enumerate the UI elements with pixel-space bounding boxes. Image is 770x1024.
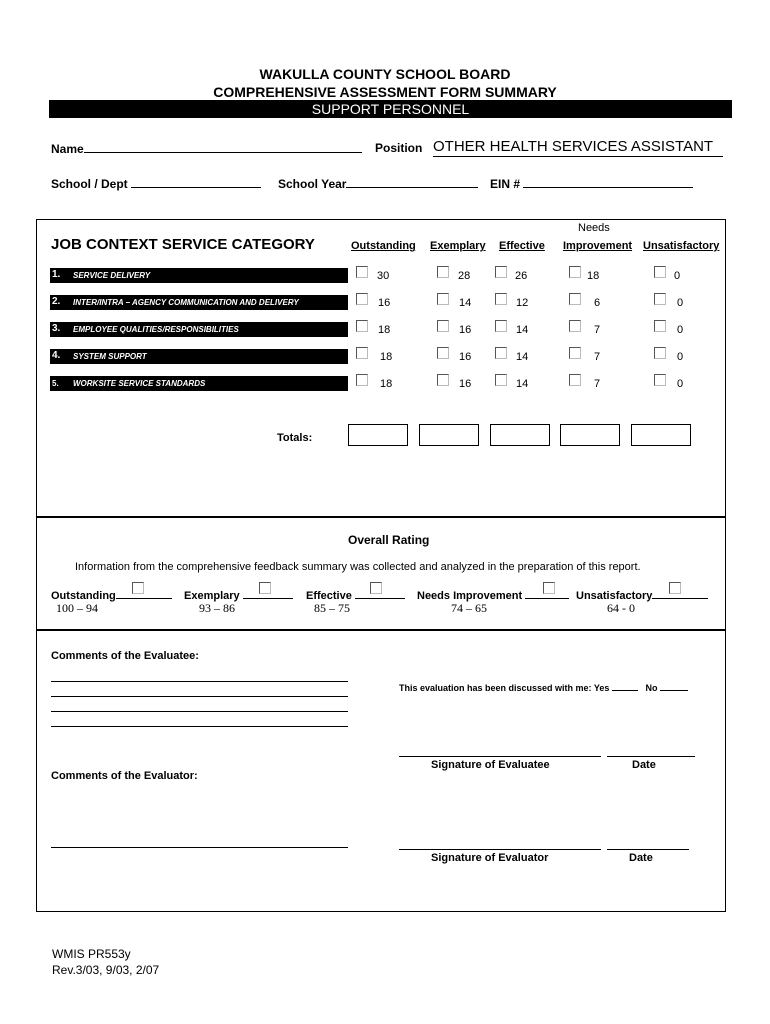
position-underline [433,156,723,157]
improvement-count: 18 [587,270,600,282]
exemplary-count: 14 [459,297,472,309]
rating-range: 74 – 65 [451,601,487,615]
evaluatee-comment-line[interactable] [51,696,348,697]
rating-range: 85 – 75 [314,601,350,615]
position-value: OTHER HEALTH SERVICES ASSISTANT [433,138,714,155]
outstanding-checkbox[interactable] [356,293,368,305]
total-unsatisfactory-box[interactable] [631,424,691,446]
evaluator-date-line[interactable] [607,849,689,850]
yes-label: Yes [593,683,610,693]
exemplary-count: 16 [459,378,472,390]
effective-checkbox[interactable] [495,266,507,278]
effective-count: 14 [516,324,529,336]
outstanding-count: 18 [380,351,393,363]
overall-rating-title: Overall Rating [348,533,430,547]
job-context-section [36,219,726,518]
unsatisfactory-checkbox[interactable] [654,374,666,386]
exemplary-count: 28 [458,270,471,282]
outstanding-count: 18 [380,378,393,390]
name-label: Name [51,142,84,156]
col-outstanding: Outstanding [351,240,416,252]
discussed-text: This evaluation has been discussed with me: [399,683,592,693]
total-exemplary-box[interactable] [419,424,479,446]
unsatisfactory-count: 0 [677,378,684,390]
evaluatee-comment-line[interactable] [51,711,348,712]
row-number: 2. [52,296,61,307]
evaluatee-comments-label: Comments of the Evaluatee: [51,650,199,662]
improvement-checkbox[interactable] [569,266,581,278]
outstanding-count: 18 [378,324,391,336]
row-label: INTER/INTRA – AGENCY COMMUNICATION AND DELIVERY [73,298,299,307]
effective-count: 14 [516,351,529,363]
evaluatee-date-label: Date [632,759,656,771]
effective-count: 14 [516,378,529,390]
effective-checkbox[interactable] [495,347,507,359]
rating-outstanding [51,587,172,602]
evaluatee-comment-line[interactable] [51,726,348,727]
school-dept-line [131,176,261,188]
name-field[interactable] [51,141,362,156]
outstanding-count: 16 [378,297,391,309]
discussed-statement [399,681,688,693]
form-id: WMIS PR553y [52,947,131,961]
position-label: Position [375,141,423,155]
school-year-line [346,176,478,188]
ein-line [523,176,693,188]
outstanding-checkbox[interactable] [356,374,368,386]
improvement-checkbox[interactable] [569,347,581,359]
board-title: WAKULLA COUNTY SCHOOL BOARD [259,66,511,82]
rating-label: Exemplary [184,590,240,602]
rating-label: Outstanding [51,590,116,602]
improvement-checkbox[interactable] [569,374,581,386]
evaluator-date-label: Date [629,852,653,864]
col-unsatisfactory: Unsatisfactory [643,240,720,252]
evaluatee-comment-line[interactable] [51,681,348,682]
exemplary-checkbox[interactable] [437,374,449,386]
col-exemplary: Exemplary [430,240,486,252]
rating-exemplary-checkbox[interactable] [259,582,271,594]
unsatisfactory-count: 0 [677,351,684,363]
outstanding-checkbox[interactable] [356,347,368,359]
category-row-3 [50,322,348,337]
improvement-checkbox[interactable] [569,293,581,305]
improvement-count: 6 [594,297,601,309]
effective-count: 26 [515,270,528,282]
totals-label: Totals: [277,432,313,444]
form-revision: Rev.3/03, 9/03, 2/07 [52,963,160,977]
outstanding-count: 30 [377,270,390,282]
rating-effective-checkbox[interactable] [370,582,382,594]
effective-checkbox[interactable] [495,320,507,332]
exemplary-count: 16 [459,351,472,363]
category-title: JOB CONTEXT SERVICE CATEGORY [51,236,315,253]
total-effective-box[interactable] [490,424,550,446]
unsatisfactory-checkbox[interactable] [654,320,666,332]
no-line[interactable] [660,681,688,691]
ein-field[interactable] [490,176,693,191]
row-label: SERVICE DELIVERY [73,271,151,280]
total-improvement-box[interactable] [560,424,620,446]
row-number: 1. [52,269,61,280]
evaluator-signature-label: Signature of Evaluator [431,852,549,864]
total-outstanding-box[interactable] [348,424,408,446]
effective-checkbox[interactable] [495,293,507,305]
evaluatee-signature-line[interactable] [399,756,601,757]
improvement-count: 7 [594,324,601,336]
row-label: SYSTEM SUPPORT [73,352,147,361]
school-year-label: School Year [278,177,347,191]
no-label: No [645,683,658,693]
overall-info-text: Information from the comprehensive feedback summary was collected and analyzed in the preparation of this report. [75,561,641,573]
col-effective: Effective [499,240,545,252]
improvement-count: 7 [594,378,601,390]
evaluatee-date-line[interactable] [607,756,695,757]
unsatisfactory-count: 0 [677,297,684,309]
category-row-5 [50,376,348,391]
improvement-checkbox[interactable] [569,320,581,332]
col-improvement: Improvement [563,240,633,252]
needs-label: Needs [578,222,610,234]
name-line [84,141,362,153]
category-row-1 [50,268,348,283]
rating-range: 100 – 94 [56,601,98,615]
outstanding-checkbox[interactable] [356,320,368,332]
unsatisfactory-checkbox[interactable] [654,347,666,359]
school-year-field[interactable] [278,176,478,191]
unsatisfactory-checkbox[interactable] [654,293,666,305]
school-dept-field[interactable] [51,176,261,191]
school-dept-label: School / Dept [51,177,128,191]
row-label: EMPLOYEE QUALITIES/RESPONSIBILITIES [73,325,239,334]
exemplary-count: 16 [459,324,472,336]
rating-label: Effective [306,590,352,602]
row-label: WORKSITE SERVICE STANDARDS [73,379,206,388]
rating-effective [306,587,405,602]
rating-range: 64 - 0 [607,601,635,615]
category-row-4 [50,349,348,364]
rating-outstanding-checkbox[interactable] [132,582,144,594]
exemplary-checkbox[interactable] [437,320,449,332]
evaluatee-signature-label: Signature of Evaluatee [431,759,550,771]
exemplary-checkbox[interactable] [437,293,449,305]
unsatisfactory-checkbox[interactable] [654,266,666,278]
rating-label: Needs Improvement [417,590,523,602]
rating-label: Unsatisfactory [576,590,653,602]
evaluator-signature-line[interactable] [399,849,601,850]
row-number: 4. [52,350,61,361]
effective-count: 12 [516,297,529,309]
rating-unsatisfactory [576,587,708,602]
exemplary-checkbox[interactable] [437,266,449,278]
ein-label: EIN # [490,177,521,191]
form-title: COMPREHENSIVE ASSESSMENT FORM SUMMARY [213,84,557,100]
support-personnel-banner: SUPPORT PERSONNEL [49,100,732,118]
effective-checkbox[interactable] [495,374,507,386]
exemplary-checkbox[interactable] [437,347,449,359]
evaluator-comments-label: Comments of the Evaluator: [51,770,198,782]
rating-needs-improvement-checkbox[interactable] [543,582,555,594]
row-number: 3. [52,323,61,334]
row-number: 5. [52,379,59,388]
rating-unsatisfactory-checkbox[interactable] [669,582,681,594]
unsatisfactory-count: 0 [677,324,684,336]
yes-line[interactable] [612,681,638,691]
unsatisfactory-count: 0 [674,270,681,282]
improvement-count: 7 [594,351,601,363]
evaluator-comment-line[interactable] [51,847,348,848]
outstanding-checkbox[interactable] [356,266,368,278]
rating-exemplary [184,587,293,602]
rating-range: 93 – 86 [199,601,235,615]
category-row-2 [50,295,348,310]
